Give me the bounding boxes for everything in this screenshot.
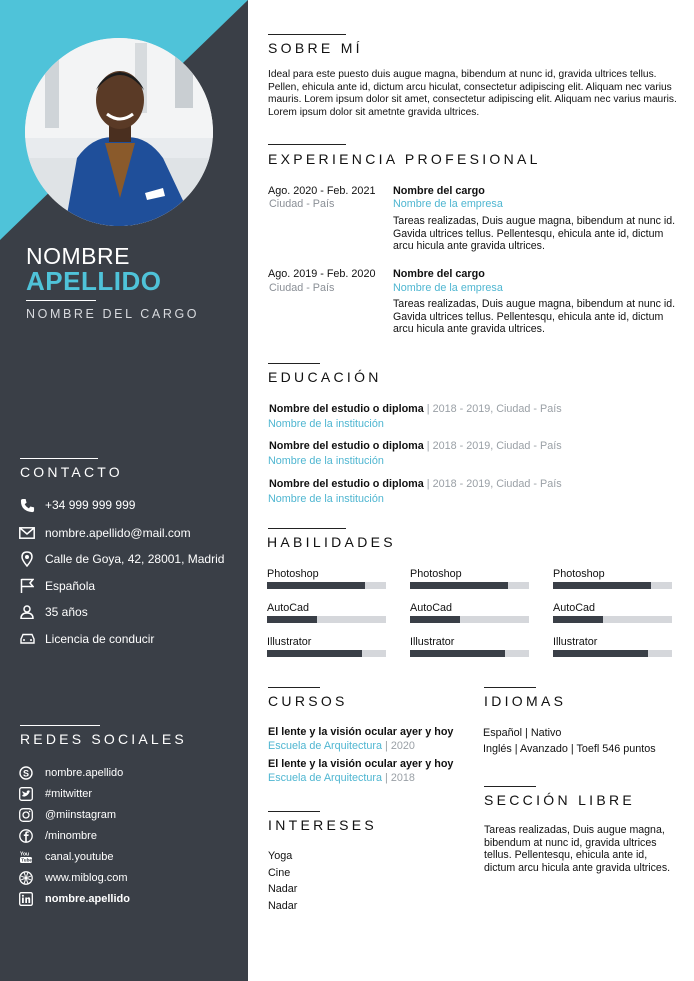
- experience-1-dates: Ago. 2020 - Feb. 2021: [268, 185, 376, 197]
- languages-divider: [484, 687, 536, 688]
- social-twitter[interactable]: [19, 787, 92, 801]
- flag-icon: [19, 578, 35, 594]
- education-1-meta: | 2018 - 2019, Ciudad - País: [423, 403, 562, 415]
- skill-4-bar: [267, 616, 386, 623]
- experience-heading: EXPERIENCIA PROFESIONAL: [268, 151, 541, 167]
- courses-heading: CURSOS: [268, 693, 348, 709]
- interests-divider: [268, 811, 320, 812]
- course-1-detail: [268, 740, 415, 752]
- course-1-school: Escuela de Arquitectura: [268, 740, 383, 752]
- social-skype-text: nombre.apellido: [45, 767, 124, 779]
- social-facebook-text: /minombre: [45, 830, 97, 842]
- course-2-title: El lente y la visión ocular ayer y hoy: [268, 758, 454, 770]
- skill-1-bar: [267, 582, 386, 589]
- free-section-heading: SECCIÓN LIBRE: [484, 792, 636, 808]
- about-divider: [268, 34, 346, 35]
- skill-8-fill: [410, 650, 505, 657]
- education-divider: [268, 363, 320, 364]
- course-1-title: El lente y la visión ocular ayer y hoy: [268, 726, 454, 738]
- skill-9-bar: [553, 650, 672, 657]
- phone-icon: [19, 497, 35, 513]
- course-2-year: | 2018: [382, 772, 415, 784]
- experience-2-title: Nombre del cargo: [393, 268, 485, 280]
- skill-5-bar: [410, 616, 529, 623]
- contact-license: [19, 631, 154, 647]
- contact-heading: CONTACTO: [20, 464, 123, 480]
- car-icon: [19, 631, 35, 647]
- skill-7-fill: [267, 650, 362, 657]
- course-1-year: | 2020: [382, 740, 415, 752]
- social-skype[interactable]: [19, 766, 123, 780]
- experience-1-description: Tareas realizadas, Duis augue magna, bibendum at nunc id. Gavida ultrices tellus. Pellentesqu, ehicula ante id, dictum arcu hicula ante gravida ultrices.: [393, 215, 676, 253]
- skill-8-label: Illustrator: [410, 636, 455, 648]
- experience-1-company: Nombre de la empresa: [393, 198, 503, 210]
- svg-text:You: You: [20, 851, 30, 858]
- course-2-detail: [268, 772, 415, 784]
- education-1-title: [269, 403, 562, 415]
- contact-address-text: Calle de Goya, 42, 28001, Madrid: [45, 552, 225, 566]
- skill-8-bar: [410, 650, 529, 657]
- education-2-title: [269, 440, 562, 452]
- education-2-degree: Nombre del estudio o diploma: [269, 440, 424, 452]
- interest-1: Yoga: [268, 850, 293, 862]
- contact-license-text: Licencia de conducir: [45, 632, 155, 646]
- skill-6-fill: [553, 616, 603, 623]
- skill-2-label: Photoshop: [410, 568, 462, 580]
- first-name: NOMBRE: [26, 243, 130, 269]
- location-pin-icon: [19, 551, 35, 567]
- last-name: APELLIDO: [26, 266, 162, 296]
- about-heading: SOBRE MÍ: [268, 40, 363, 56]
- job-title: NOMBRE DEL CARGO: [26, 307, 200, 321]
- education-3-title: [269, 478, 562, 490]
- contact-email-text: nombre.apellido@mail.com: [45, 526, 191, 540]
- experience-divider: [268, 144, 346, 145]
- skill-5-fill: [410, 616, 460, 623]
- skill-3-bar: [553, 582, 672, 589]
- contact-address: [19, 551, 224, 567]
- language-2: Inglés | Avanzado | Toefl 546 puntos: [483, 743, 656, 755]
- education-2-meta: | 2018 - 2019, Ciudad - País: [423, 440, 562, 452]
- social-instagram-text: @miinstagram: [45, 809, 117, 821]
- social-youtube[interactable]: [19, 850, 114, 864]
- education-1-institution: Nombre de la institución: [268, 418, 384, 430]
- experience-1-city: Ciudad - País: [269, 198, 335, 210]
- education-3-meta: | 2018 - 2019, Ciudad - País: [423, 478, 562, 490]
- education-2-institution: Nombre de la institución: [268, 455, 384, 467]
- skills-divider: [268, 528, 346, 529]
- education-heading: EDUCACIÓN: [268, 369, 382, 385]
- free-section-divider: [484, 786, 536, 787]
- skill-4-label: AutoCad: [267, 602, 310, 614]
- interests-heading: INTERESES: [268, 817, 378, 833]
- name-divider: [26, 300, 96, 301]
- social-instagram[interactable]: [19, 808, 116, 822]
- skill-9-label: Illustrator: [553, 636, 598, 648]
- skill-2-fill: [410, 582, 508, 589]
- education-3-degree: Nombre del estudio o diploma: [269, 478, 424, 490]
- skill-1-fill: [267, 582, 365, 589]
- skill-7-bar: [267, 650, 386, 657]
- web-icon: [19, 871, 33, 885]
- social-youtube-text: canal.youtube: [45, 851, 114, 863]
- youtube-icon: [19, 850, 33, 864]
- social-linkedin-text: nombre.apellido: [45, 893, 130, 905]
- social-facebook[interactable]: [19, 829, 97, 843]
- education-3-institution: Nombre de la institución: [268, 493, 384, 505]
- social-linkedin[interactable]: [19, 892, 130, 906]
- contact-age-text: 35 años: [45, 605, 88, 619]
- skype-icon: [19, 766, 33, 780]
- skill-5-label: AutoCad: [410, 602, 453, 614]
- experience-2-dates: Ago. 2019 - Feb. 2020: [268, 268, 376, 280]
- contact-nationality-text: Española: [45, 579, 96, 593]
- about-text: Ideal para este puesto duis augue magna, bibendum at nunc id, gravida ultrices tellus. Pellen, ehicula ante id, dictum arcu hiculat, consectetur adipiscing elit. Aliquam nec varius mauris. Lorem ipsum dolor sit amet, consectetur adipiscing elit. Aliquam nec varius mauris. Lorem ipsum dolor sit ametnte gravida ultrices.: [268, 69, 677, 118]
- skill-6-label: AutoCad: [553, 602, 596, 614]
- person-icon: [19, 604, 35, 620]
- interest-4: Nadar: [268, 900, 298, 912]
- experience-2-company: Nombre de la empresa: [393, 282, 503, 294]
- experience-1-title: Nombre del cargo: [393, 185, 485, 197]
- contact-phone-text: +34 999 999 999: [45, 498, 136, 512]
- skill-9-fill: [553, 650, 648, 657]
- svg-text:S: S: [22, 768, 30, 779]
- education-1-degree: Nombre del estudio o diploma: [269, 403, 424, 415]
- interest-3: Nadar: [268, 883, 298, 895]
- skill-3-label: Photoshop: [553, 568, 605, 580]
- contact-divider: [20, 458, 98, 459]
- mail-icon: [19, 525, 35, 541]
- social-web-text: www.miblog.com: [45, 872, 128, 884]
- skill-1-label: Photoshop: [267, 568, 319, 580]
- skills-heading: HABILIDADES: [267, 534, 396, 550]
- sidebar: [0, 0, 248, 981]
- social-heading: REDES SOCIALES: [20, 731, 187, 747]
- experience-2-city: Ciudad - País: [269, 282, 335, 294]
- experience-2-description: Tareas realizadas, Duis augue magna, bibendum at nunc id. Gavida ultrices tellus. Pellentesqu, ehicula ante id, dictum arcu hicula ante gravida ultrices.: [393, 298, 676, 336]
- skill-7-label: Illustrator: [267, 636, 312, 648]
- skill-4-fill: [267, 616, 317, 623]
- social-web[interactable]: [19, 871, 128, 885]
- linkedin-icon: [19, 892, 33, 906]
- svg-text:Tube: Tube: [21, 857, 32, 863]
- social-twitter-text: #mitwitter: [45, 788, 93, 800]
- skill-6-bar: [553, 616, 672, 623]
- course-2-school: Escuela de Arquitectura: [268, 772, 383, 784]
- facebook-icon: [19, 829, 33, 843]
- interest-2: Cine: [268, 867, 291, 879]
- courses-divider: [268, 687, 320, 688]
- skill-3-fill: [553, 582, 651, 589]
- contact-email: [19, 525, 191, 541]
- contact-age: [19, 604, 88, 620]
- contact-nationality: [19, 578, 95, 594]
- language-1: Español | Nativo: [483, 727, 562, 739]
- twitter-icon: [19, 787, 33, 801]
- instagram-icon: [19, 808, 33, 822]
- social-divider: [20, 725, 100, 726]
- contact-phone: [19, 497, 135, 513]
- languages-heading: IDIOMAS: [484, 693, 567, 709]
- profile-photo: [25, 38, 213, 226]
- free-section-text: Tareas realizadas, Duis augue magna, bibendum at nunc id, gravida ultrices tellus. Pellentesqu, ehicula ante id, dictum arcu hicula ante gravida ultrices.: [484, 824, 671, 874]
- skill-2-bar: [410, 582, 529, 589]
